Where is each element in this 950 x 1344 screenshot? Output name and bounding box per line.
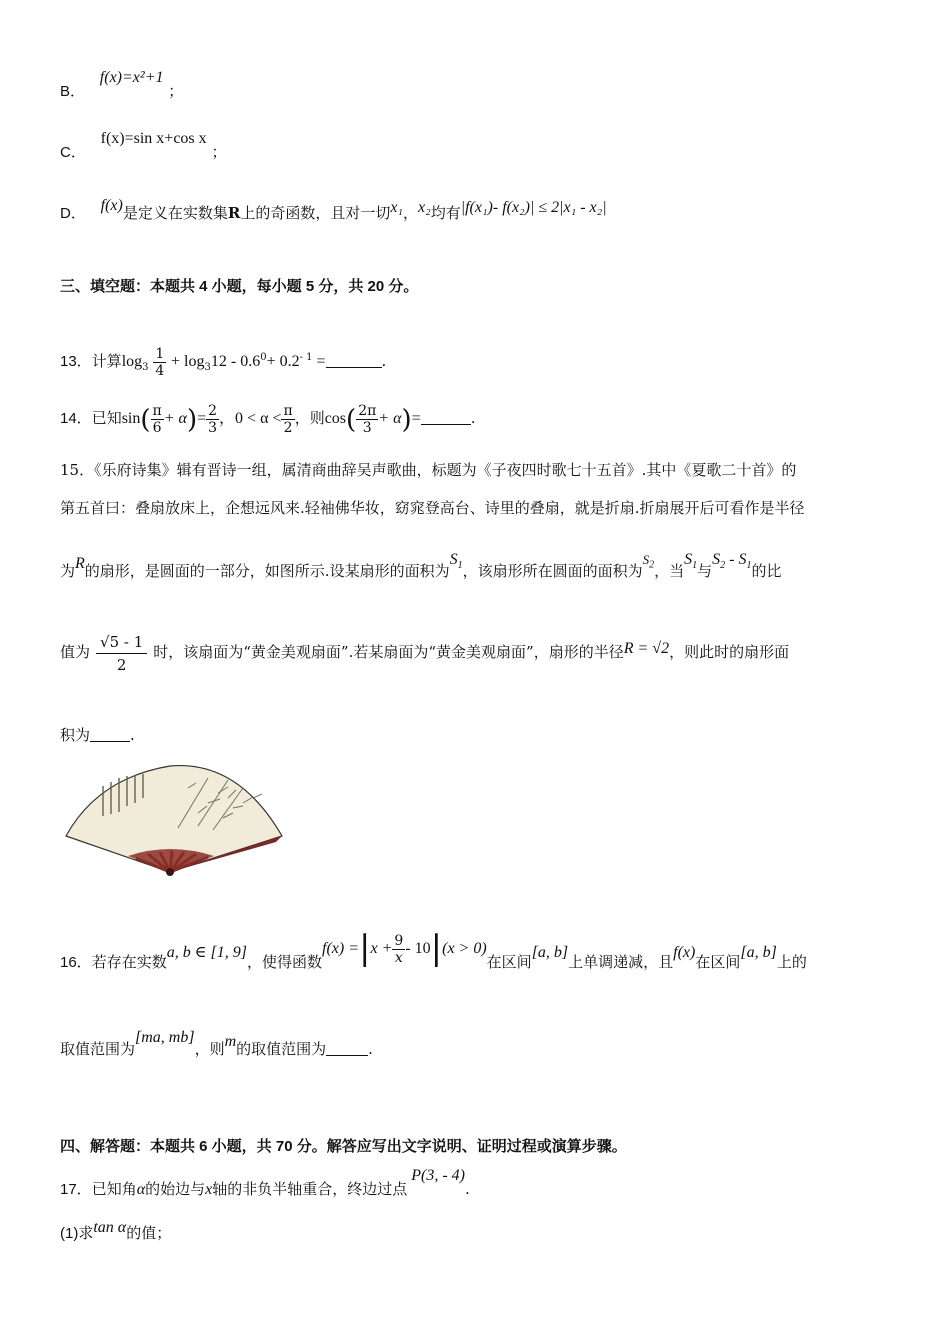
q15-l4-a: 值为 — [60, 643, 91, 661]
q13-frac-num: 1 — [155, 345, 165, 362]
q16-frac-9-x — [392, 933, 405, 966]
question-13 — [60, 340, 386, 386]
q14-end: . — [470, 409, 476, 427]
option-d-x1: x₁ — [390, 199, 403, 216]
q17-text3: 轴的非负半轴重合，终边过点 — [212, 1180, 408, 1198]
q15-answer-blank — [90, 727, 130, 742]
q15-S1b-sub: 1 — [692, 560, 698, 572]
q13-term-c: 12 - 0.6 — [210, 353, 261, 370]
q13-text: 计算 — [91, 352, 122, 370]
q17-text1: 已知角 — [91, 1180, 137, 1198]
q15-l3-f: 的比 — [751, 562, 782, 580]
q14-sin: sin — [121, 410, 141, 427]
q16-text2: ，使得函数 — [247, 953, 323, 971]
q15-S1-sub: 1 — [457, 560, 463, 572]
q14-f1-num: π — [152, 402, 162, 419]
q16-answer-blank — [326, 1041, 368, 1056]
q15-l3-d: ，当 — [654, 562, 685, 580]
q15-l3-R: R — [75, 555, 85, 572]
option-c-label: C． — [60, 144, 86, 161]
q14-f2-num: 2 — [208, 402, 218, 419]
q16-condition: (x > 0) — [442, 940, 487, 957]
option-b-end: ； — [168, 82, 184, 100]
question-16: 16．若存在实数a, b ∈ [1, 9]，使得函数f(x) =|x + $\frac{9}{x}$ - 10|(x > 0)在区间[a, b]上单调递减，且f(x)在区间[a, b]上的 — [60, 928, 807, 971]
q14-f4-num: 2π — [358, 402, 377, 419]
q16-abs-a: x + — [370, 940, 393, 957]
q17-number: 17． — [60, 1181, 92, 1198]
q15-l5-end: . — [130, 726, 135, 744]
option-d-R: R — [227, 204, 241, 222]
q16-frac-num: 9 — [394, 932, 404, 949]
option-d-fx: f(x) — [100, 197, 123, 214]
q15-S1-letter: S — [449, 551, 458, 568]
q17-part1-end: 的值； — [126, 1224, 172, 1242]
q15-golden-ratio — [96, 631, 147, 676]
q14-plus-alpha: + α — [163, 410, 187, 427]
section-3-title: 三、填空题：本题共 4 小题，每小题 5 分，共 20 分。 — [60, 278, 419, 295]
q16-m: m — [224, 1033, 237, 1050]
q13-fraction — [153, 346, 166, 379]
q17-tan-alpha: tan α — [93, 1219, 127, 1236]
q14-f2-den: 3 — [208, 419, 218, 436]
q15-l5: 积为 — [60, 726, 91, 744]
q15-l4-b: 时，该扇面为“黄金美观扇面”.若某扇面为“黄金美观扇面”，扇形的半径 — [153, 643, 624, 661]
option-c-formula: f(x)=sin x+cos x — [100, 130, 207, 147]
option-d-text3: 均有 — [430, 204, 461, 222]
q16-fx2: f(x) — [673, 944, 696, 961]
q15-l3-b: 的扇形，是圆面的一部分，如图所示.设某扇形的面积为 — [84, 562, 450, 580]
q13-term-d: + 0.2 — [266, 353, 300, 370]
q16-text1: 若存在实数 — [91, 953, 167, 971]
q16-number: 16． — [60, 954, 92, 971]
q15-l3-S2 — [642, 552, 655, 571]
q15-l4-c: ，则此时的扇形面 — [669, 643, 790, 661]
q13-log-a-base: 3 — [142, 362, 149, 373]
q15-gr-den: 2 — [116, 655, 127, 674]
option-b-label: B． — [60, 83, 86, 100]
q15-l4-R: R = √2 — [623, 640, 670, 657]
q14-frac-2-3 — [206, 403, 219, 436]
q13-equals: = — [316, 353, 326, 370]
q14-frac-2pi-3 — [356, 403, 378, 436]
q16-text3: 在区间 — [486, 953, 532, 971]
option-d-text2: 上的奇函数，且对一切 — [240, 204, 391, 222]
q15-line-3 — [60, 551, 782, 589]
q16-text6: 上的 — [776, 953, 807, 971]
q17-part1-label: (1)求 — [60, 1225, 94, 1242]
q15-line-2: 第五首曰：叠扇放床上，企想远风来.轻袖佛华妆，窈窕登高台、诗里的叠扇，就是折扇.折扇展开后可看作是半径 — [60, 499, 805, 517]
q15-l3-S1 — [449, 551, 463, 572]
q16-interval2: [a, b] — [740, 944, 777, 961]
q14-f4-den: 3 — [362, 419, 372, 436]
q14-equals: = — [197, 410, 207, 427]
q14-f3-num: π — [283, 402, 293, 419]
question-14: 14．已知sin( $\frac{\pi}{6}$ + α)= $\frac{2}{3}$ ，0 < α < $\frac{\pi}{2}$ ，则cos( $\frac{2\pi}{3}$ + α)= . — [60, 402, 476, 436]
q14-number: 14． — [60, 410, 92, 427]
option-d — [60, 197, 607, 225]
option-d-x2: x₂ — [418, 199, 431, 216]
q16-line-2 — [60, 1029, 373, 1061]
q14-f1-den: 6 — [152, 419, 162, 436]
q14-f3-den: 2 — [283, 419, 293, 436]
q13-term-d-exp: - 1 — [299, 352, 313, 363]
option-d-text1: 是定义在实数集 — [122, 204, 228, 222]
q17-text2: 的始边与 — [145, 1180, 206, 1198]
q14-equals-2: = — [411, 410, 421, 427]
q16-abs-b: - 10 — [405, 940, 431, 957]
q17-alpha: α — [136, 1181, 146, 1198]
q16-text5: 在区间 — [695, 953, 741, 971]
q16-interval: [a, b] — [531, 944, 569, 961]
q14-cos: cos — [324, 410, 347, 427]
q16-text4: 上单调递减，且 — [568, 953, 674, 971]
q15-l3-c: ，该扇形所在圆面的面积为 — [462, 562, 643, 580]
q14-text1: 已知 — [91, 409, 122, 427]
option-b-formula: f(x)=x²+1 — [99, 69, 164, 86]
q15-S1c-sub: 1 — [746, 560, 752, 572]
q15-S2b-letter: S — [712, 551, 721, 568]
q16-fx: f(x) = — [322, 940, 360, 957]
option-c — [60, 130, 227, 164]
q17-part-1 — [60, 1219, 172, 1245]
q13-log-b: + log — [171, 353, 205, 370]
option-d-inequality: |f(x₁)- f(x₂)| ≤ 2|x₁ - x₂| — [460, 199, 607, 216]
option-d-label: D． — [60, 205, 86, 222]
q17-x: x — [205, 1181, 213, 1198]
q13-number: 13． — [60, 353, 92, 370]
q16-l2-c: 的取值范围为 — [236, 1040, 327, 1058]
q16-l2-b: ，则 — [194, 1040, 225, 1058]
q16-l2-a: 取值范围为 — [60, 1040, 136, 1058]
option-b — [60, 69, 184, 103]
q15-l3-a: 为 — [60, 562, 76, 580]
q16-ab-range: a, b ∈ [1, 9] — [166, 944, 247, 961]
q13-answer-blank — [326, 353, 382, 368]
q15-S2-sub: 2 — [649, 559, 655, 571]
q15-gr-num: √5 - 1 — [96, 631, 147, 654]
q14-answer-blank — [421, 410, 471, 425]
q17-point: P(3, - 4) — [411, 1167, 466, 1184]
folding-fan-image — [58, 758, 288, 883]
q15-line-1: 15．《乐府诗集》辑有晋诗一组，属清商曲辞吴声歌曲，标题为《子夜四时歌七十五首》.其中《夏歌二十首》的 — [60, 461, 797, 479]
option-c-end: ； — [211, 143, 227, 161]
q15-l3-e: 与 — [697, 562, 713, 580]
q15-S2-letter: S — [642, 552, 650, 567]
q14-condition: ，0 < α < — [219, 410, 282, 427]
section-4-title: 四、解答题：本题共 6 小题，共 70 分。解答应写出文字说明、证明过程或演算步骤。 — [60, 1138, 627, 1155]
q13-term-c-exp: 0 — [260, 352, 267, 363]
q16-l2-end: . — [368, 1040, 373, 1058]
q13-log-a: log — [121, 353, 143, 370]
q15-S2b-sub: 2 — [720, 560, 726, 572]
q14-frac-pi-6 — [151, 403, 164, 436]
q15-l3-S1b — [684, 551, 698, 572]
question-17 — [60, 1167, 470, 1205]
q13-frac-den: 4 — [155, 362, 165, 379]
q14-text2: ，则 — [294, 409, 325, 427]
q13-end: . — [381, 352, 387, 370]
q15-l3-S2-minus-S1: $S_2 - S_1$ — [712, 551, 752, 572]
q15-S1c-letter: S — [738, 551, 747, 568]
option-d-sep: ， — [403, 204, 419, 222]
q15-line-5 — [60, 724, 135, 746]
q16-range: [ma, mb] — [135, 1029, 195, 1046]
q14-frac-pi-2 — [281, 403, 294, 436]
q14-plus-alpha-2: + α — [378, 410, 402, 427]
folding-fan-figure — [58, 758, 288, 883]
q16-frac-den: x — [394, 949, 403, 966]
q15-line-4 — [60, 630, 789, 676]
q15-S1b-letter: S — [684, 551, 693, 568]
q13-log-b-base: 3 — [204, 362, 211, 373]
q17-end: . — [465, 1180, 470, 1198]
